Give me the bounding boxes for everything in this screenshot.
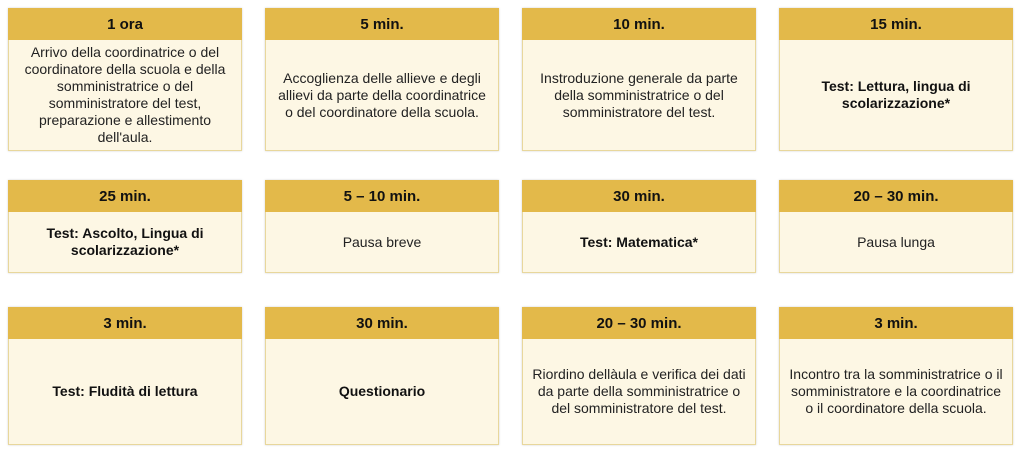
step-duration: 5 min. <box>265 8 499 40</box>
step-card <box>8 8 242 151</box>
step-description: Questionario <box>265 339 499 445</box>
step-card <box>522 307 756 445</box>
step-card <box>522 8 756 151</box>
step-description: Pausa lunga <box>779 212 1013 273</box>
step-card <box>265 307 499 445</box>
step-card <box>522 180 756 273</box>
step-description: Arrivo della coordinatrice o del coordinatore della scuola e della somministratrice o del somministratore del test, preparazione e allestimento dell'aula. <box>8 40 242 151</box>
step-card <box>779 8 1013 151</box>
step-duration: 3 min. <box>8 307 242 339</box>
step-description: Incontro tra la somministratrice o il somministratore e la coordinatrice o il coordinatore della scuola. <box>779 339 1013 445</box>
step-card <box>779 180 1013 273</box>
step-description: Test: Matematica* <box>522 212 756 273</box>
step-card <box>265 180 499 273</box>
step-description: Test: Fludità di lettura <box>8 339 242 445</box>
step-duration: 30 min. <box>265 307 499 339</box>
step-duration: 20 – 30 min. <box>779 180 1013 212</box>
step-card <box>8 180 242 273</box>
step-description: Accoglienza delle allieve e degli allievi da parte della coordinatrice o del coordinatore della scuola. <box>265 40 499 151</box>
step-description: Instroduzione generale da parte della somministratrice o del somministratore del test. <box>522 40 756 151</box>
step-card <box>779 307 1013 445</box>
step-duration: 25 min. <box>8 180 242 212</box>
step-description: Test: Ascolto, Lingua di scolarizzazione* <box>8 212 242 273</box>
step-duration: 10 min. <box>522 8 756 40</box>
step-description: Pausa breve <box>265 212 499 273</box>
step-card <box>8 307 242 445</box>
step-description: Test: Lettura, lingua di scolarizzazione* <box>779 40 1013 151</box>
step-description: Riordino dellàula e verifica dei dati da parte della somministratrice o del somministratore del test. <box>522 339 756 445</box>
step-duration: 3 min. <box>779 307 1013 339</box>
step-duration: 20 – 30 min. <box>522 307 756 339</box>
step-duration: 15 min. <box>779 8 1013 40</box>
step-duration: 5 – 10 min. <box>265 180 499 212</box>
step-card <box>265 8 499 151</box>
step-duration: 1 ora <box>8 8 242 40</box>
step-duration: 30 min. <box>522 180 756 212</box>
